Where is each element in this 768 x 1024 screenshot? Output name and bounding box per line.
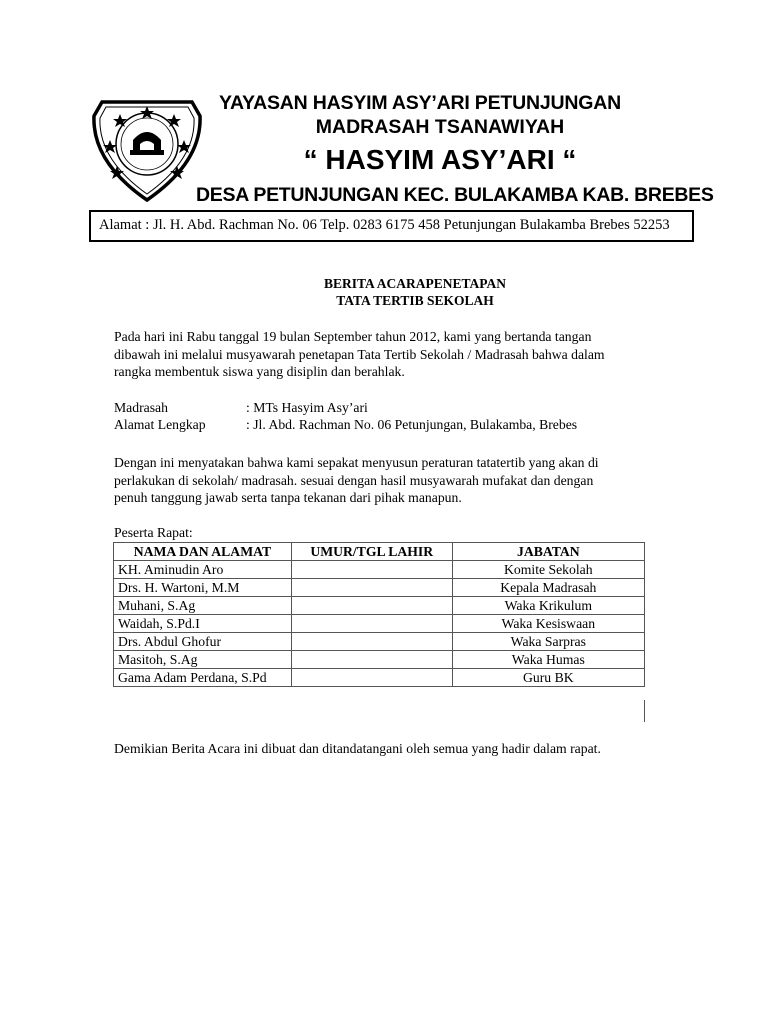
- cell-umur: [291, 615, 452, 633]
- table-row: [114, 561, 645, 579]
- statement-paragraph: [114, 454, 599, 507]
- cell-nama: Gama Adam Perdana, S.Pd: [114, 669, 292, 687]
- madrasah-info: [114, 400, 368, 416]
- intro-line: dibawah ini melalui musyawarah penetapan Tata Tertib Sekolah / Madrasah bahwa dalam: [114, 346, 605, 362]
- participants-table: [113, 542, 645, 687]
- address-label: Alamat Lengkap: [114, 417, 206, 432]
- participants-label: Peserta Rapat:: [114, 525, 193, 540]
- intro-line: Pada hari ini Rabu tanggal 19 bulan September tahun 2012, kami yang bertanda tangan: [114, 329, 592, 344]
- table-row: [114, 651, 645, 669]
- table-row: [114, 669, 645, 687]
- cell-nama: KH. Aminudin Aro: [114, 561, 292, 579]
- cell-umur: [291, 669, 452, 687]
- cell-nama: Drs. H. Wartoni, M.M: [114, 579, 292, 597]
- table-edge-line: [644, 700, 645, 722]
- cell-nama: Waidah, S.Pd.I: [114, 615, 292, 633]
- intro-paragraph: [114, 328, 605, 381]
- intro-line: rangka membentuk siswa yang disiplin dan berahlak.: [114, 364, 405, 379]
- cell-jabatan: Kepala Madrasah: [452, 579, 644, 597]
- table-row: [114, 633, 645, 651]
- document-subtitle: TATA TERTIB SEKOLAH: [336, 293, 494, 308]
- closing-statement: Demikian Berita Acara ini dibuat dan ditandatangani oleh semua yang hadir dalam rapat.: [114, 741, 601, 756]
- table-row: [114, 615, 645, 633]
- cell-nama: Drs. Abdul Ghofur: [114, 633, 292, 651]
- document-title: BERITA ACARAPENETAPAN: [324, 276, 506, 291]
- header-jabatan: JABATAN: [452, 543, 644, 561]
- school-location: DESA PETUNJUNGAN KEC. BULAKAMBA KAB. BREBES: [196, 184, 714, 206]
- cell-umur: [291, 597, 452, 615]
- cell-umur: [291, 633, 452, 651]
- statement-line: perlakukan di sekolah/ madrasah. sesuai dengan hasil musyawarah mufakat dan dengan: [114, 472, 594, 488]
- cell-umur: [291, 651, 452, 669]
- cell-umur: [291, 579, 452, 597]
- cell-jabatan: Waka Kesiswaan: [452, 615, 644, 633]
- cell-nama: Muhani, S.Ag: [114, 597, 292, 615]
- table-row: [114, 597, 645, 615]
- cell-nama: Masitoh, S.Ag: [114, 651, 292, 669]
- statement-line: penuh tanggung jawab serta tanpa tekanan dari pihak manapun.: [114, 490, 462, 505]
- cell-jabatan: Komite Sekolah: [452, 561, 644, 579]
- address-info: [114, 417, 577, 433]
- cell-jabatan: Waka Sarpras: [452, 633, 644, 651]
- cell-jabatan: Waka Humas: [452, 651, 644, 669]
- cell-jabatan: Waka Krikulum: [452, 597, 644, 615]
- table-row: [114, 579, 645, 597]
- table-header-row: [114, 543, 645, 561]
- school-name: “ HASYIM ASY’ARI “: [303, 144, 577, 175]
- statement-line: Dengan ini menyatakan bahwa kami sepakat menyusun peraturan tatatertib yang akan di: [114, 455, 599, 470]
- school-crest-icon: [90, 92, 204, 204]
- cell-jabatan: Guru BK: [452, 669, 644, 687]
- header-nama: NAMA DAN ALAMAT: [114, 543, 292, 561]
- cell-umur: [291, 561, 452, 579]
- address-value: : Jl. Abd. Rachman No. 06 Petunjungan, Bulakamba, Brebes: [246, 417, 578, 432]
- school-type: MADRASAH TSANAWIYAH: [315, 116, 565, 138]
- address-box: Alamat : Jl. H. Abd. Rachman No. 06 Telp. 0283 6175 458 Petunjungan Bulakamba Brebes 52253: [89, 210, 694, 242]
- foundation-name: YAYASAN HASYIM ASY’ARI PETUNJUNGAN: [218, 92, 622, 114]
- header-umur: UMUR/TGL LAHIR: [291, 543, 452, 561]
- madrasah-label: Madrasah: [114, 400, 168, 415]
- madrasah-value: : MTs Hasyim Asy’ari: [246, 400, 368, 415]
